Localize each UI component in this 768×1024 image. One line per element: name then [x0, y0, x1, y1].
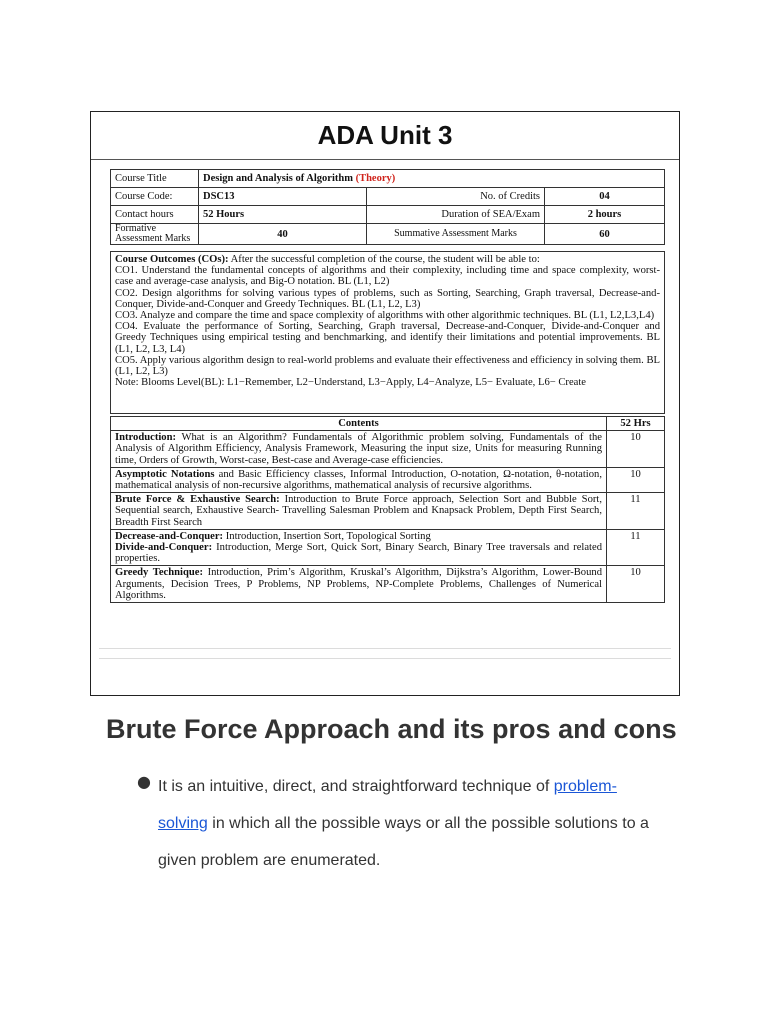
table-row: [111, 188, 665, 206]
formative-label: Formative Assessment Marks: [111, 224, 199, 245]
credits-value: 04: [545, 188, 665, 206]
image-title: ADA Unit 3: [317, 120, 453, 150]
bullet-text-after: in which all the possible ways or all the possible solutions to a given problem are enumerated.: [158, 815, 649, 869]
course-outcomes-box: [110, 251, 665, 414]
duration-label: Duration of SEA/Exam: [367, 206, 545, 224]
contact-hours-label: Contact hours: [111, 206, 199, 224]
table-row: [111, 224, 665, 245]
bullet-icon: ●: [137, 772, 151, 791]
title-divider: [91, 159, 679, 160]
hours-header: 52 Hrs: [607, 417, 665, 431]
table-row: [111, 170, 665, 188]
bullet-text-before: It is an intuitive, direct, and straightforward technique of: [158, 778, 550, 795]
summative-value: 60: [545, 224, 665, 245]
course-title-value: Design and Analysis of Algorithm: [203, 173, 353, 184]
outcome-co1: CO1. Understand the fundamental concepts of algorithms and their complexity, including time and space complexity, worst-case and average-case analysis, and Big-O notation. BL (L1, L2): [115, 265, 660, 288]
unit-hours: 10: [607, 431, 665, 468]
summative-label: Summative Assessment Marks: [367, 224, 545, 245]
outcome-co3: CO3. Analyze and compare the time and space complexity of algorithms with other algorithmic techniques. BL (L1, L2,L3,L4): [115, 310, 655, 322]
formative-value: 40: [199, 224, 367, 245]
course-code-label: Course Code:: [111, 188, 199, 206]
section-heading: Brute Force Approach and its pros and cons: [106, 714, 677, 744]
unit-title: Brute Force & Exhaustive Search:: [115, 494, 280, 506]
outcomes-heading: Course Outcomes (COs):: [115, 254, 229, 265]
contact-hours-value: 52 Hours: [199, 206, 367, 224]
table-header-row: [111, 417, 665, 431]
unit-text: and Basic Efficiency classes, Informal Introduction, O-notation, Ω-notation, θ-notation, mathematical analysis of non-recursive algorithms, mathematical analysis of recursive algorithms.: [115, 468, 602, 492]
course-title-label: Course Title: [111, 170, 199, 188]
unit-text: Introduction to Brute Force approach, Selection Sort and Bubble Sort, Sequential search, Exhaustive Search- Travelling Salesman Problem and Knapsack Problem, Depth First Search, Breadth First Search: [115, 494, 602, 528]
table-row: [111, 493, 665, 530]
course-title-cell: [199, 170, 665, 188]
unit-title: Greedy Technique:: [115, 567, 203, 579]
unit-title: Decrease-and-Conquer:: [115, 530, 224, 542]
unit-title-2: Divide-and-Conquer:: [115, 542, 213, 554]
contents-cell: [111, 431, 607, 468]
contents-cell: [111, 493, 607, 530]
unit-text: Introduction, Prim’s Algorithm, Kruskal’s Algorithm, Dijkstra’s Algorithm, Lower-Bound Arguments, Decision Trees, P Problems, NP Problems, NP-Complete Problems, Challenges of Numerical Algorithms.: [115, 567, 602, 601]
unit-title: Introduction:: [115, 432, 177, 444]
outcomes-intro-text: After the successful completion of the course, the student will be able to:: [228, 254, 540, 265]
unit-hours: 11: [607, 529, 665, 566]
problem-solving-link[interactable]: problem-solving: [158, 778, 617, 832]
outcome-co5: CO5. Apply various algorithm design to real-world problems and evaluate their effectiveness and efficiency in solving them. BL (L1, L2, L3): [115, 354, 660, 378]
bottom-divider: [99, 648, 671, 649]
contents-cell: [111, 529, 607, 566]
unit-text: What is an Algorithm? Fundamentals of Algorithmic problem solving, Fundamentals of the Analysis of Algorithm Efficiency, Analysis Framework, Measuring the input size, Units for measuring Running time, Orders of Growth, Worst-case, Best-case and Average-case efficiencies.: [115, 432, 602, 466]
table-row: [111, 467, 665, 492]
duration-value: 2 hours: [545, 206, 665, 224]
outcomes-intro: [115, 254, 660, 265]
table-row: [111, 529, 665, 566]
outcome-co4: CO4. Evaluate the performance of Sorting, Searching, Graph traversal, Decrease-and-Conquer, Divide-and-Conquer and Greedy Techniques using empirical testing and benchmarking, and identify their limitations and potential improvements. BL (L1, L2, L3, L4): [115, 321, 660, 355]
unit-text-2: Introduction, Merge Sort, Quick Sort, Binary Search, Binary Tree traversals and related properties.: [115, 542, 602, 565]
table-row: [111, 206, 665, 224]
course-info-table: [110, 169, 665, 245]
blooms-note: Note: Blooms Level(BL): L1−Remember, L2−Understand, L3−Apply, L4−Analyze, L5− Evaluate, L6− Create: [115, 377, 587, 389]
unit-title: Asymptotic Notations: [115, 468, 215, 480]
unit-hours: 11: [607, 493, 665, 530]
unit-text: Introduction, Insertion Sort, Topological Sorting: [223, 530, 431, 542]
unit-hours: 10: [607, 467, 665, 492]
contents-cell: [111, 467, 607, 492]
unit-hours: 10: [607, 566, 665, 603]
contents-table: [110, 416, 665, 603]
credits-label: No. of Credits: [367, 188, 545, 206]
course-code-value: DSC13: [199, 188, 367, 206]
table-row: [111, 566, 665, 603]
contents-cell: [111, 566, 607, 603]
course-title-suffix: (Theory): [355, 173, 396, 184]
contents-header: Contents: [111, 417, 607, 431]
outcome-co2: CO2. Design algorithms for solving various types of problems, such as Sorting, Searching, Graph traversal, Decrease-and-Conquer, Divide-and-Conquer and Greedy Techniques. BL (L1, L2, L3): [115, 287, 660, 310]
table-row: [111, 431, 665, 468]
bottom-divider-2: [99, 658, 671, 659]
bullet-paragraph: [158, 768, 658, 879]
